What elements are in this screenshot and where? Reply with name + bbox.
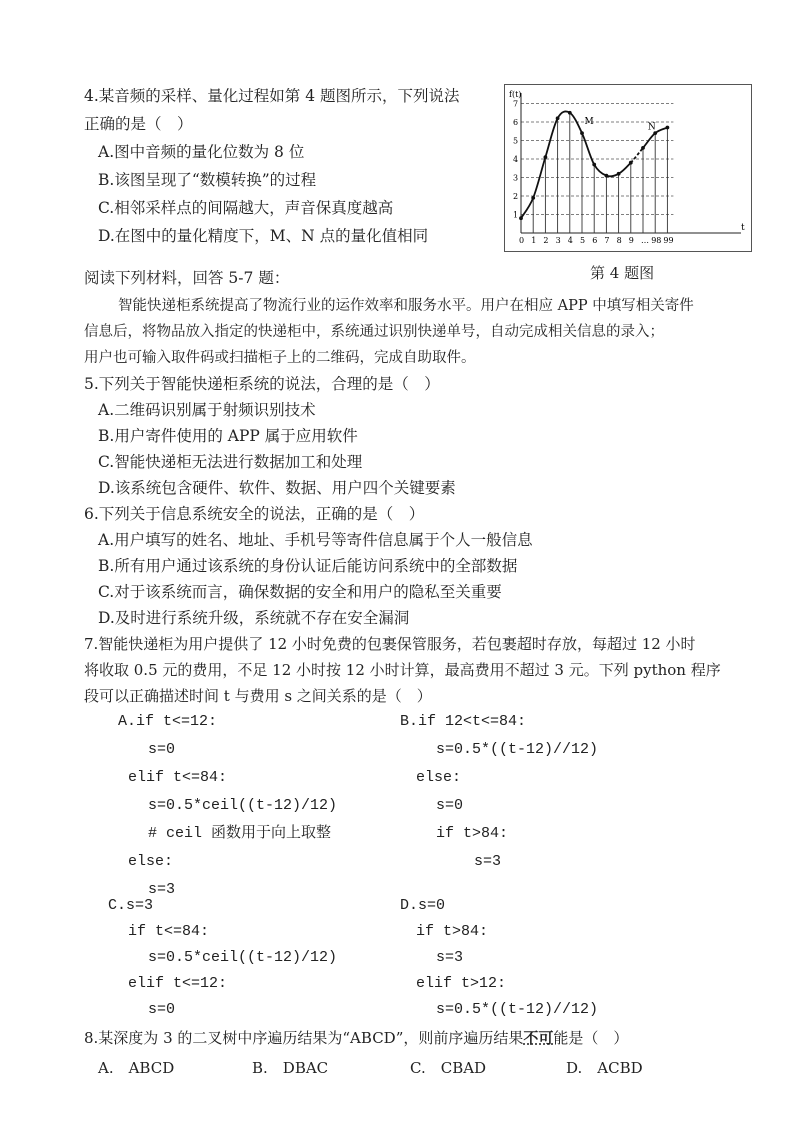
audio-sampling-chart xyxy=(505,85,751,251)
y-axis-label: f(t) xyxy=(509,90,522,99)
sample-point xyxy=(519,216,523,220)
q8-option-a: A. ABCD xyxy=(98,1059,175,1077)
x-tick-label: 8 xyxy=(616,236,622,245)
q8-option-b: B. DBAC xyxy=(252,1059,329,1077)
reading-para-line1: 智能快递柜系统提高了物流行业的运作效率和服务水平。用户在相应 APP 中填写相关寄件 xyxy=(118,298,694,314)
waveform-segment xyxy=(570,113,582,133)
q7-code-c-line4: elif t<=12: xyxy=(128,975,228,992)
waveform-segment xyxy=(521,198,533,218)
q4-option-a: A.图中音频的量化位数为 8 位 xyxy=(98,143,305,161)
q4-stem-line2: 正确的是（ ） xyxy=(84,115,193,133)
q7-code-d-line5: s=0.5*((t-12)//12) xyxy=(436,1001,599,1018)
q6-option-a: A.用户填写的姓名、地址、手机号等寄件信息属于个人一般信息 xyxy=(98,531,533,549)
y-tick-label: 3 xyxy=(513,173,519,183)
q5-option-c: C.智能快递柜无法进行数据加工和处理 xyxy=(98,453,363,471)
y-tick-label: 4 xyxy=(513,155,519,164)
x-tick-label: 99 xyxy=(663,236,674,245)
reading-intro: 阅读下列材料，回答 5-7 题： xyxy=(84,269,290,287)
waveform-segment xyxy=(582,133,594,164)
waveform-segment xyxy=(594,165,606,176)
q6-option-c: C.对于该系统而言，确保数据的安全和用户的隐私至关重要 xyxy=(98,583,502,601)
sample-point xyxy=(592,163,596,167)
q7-stem-line2: 将收取 0.5 元的费用，不足 12 小时按 12 小时计算，最高费用不超过 3 元。下列 python 程序 xyxy=(84,661,721,679)
q8-stem-suffix: 能是（ ） xyxy=(553,1029,629,1047)
q7-code-b-line2: s=0.5*((t-12)//12) xyxy=(436,741,599,758)
sample-point xyxy=(605,174,609,178)
q7-code-a-line7: s=3 xyxy=(148,881,176,898)
q5-stem: 5.下列关于智能快递柜系统的说法，合理的是（ ） xyxy=(84,375,440,393)
y-tick-label: 7 xyxy=(513,99,519,109)
x-tick-label: 3 xyxy=(555,236,561,245)
q6-option-b: B.所有用户通过该系统的身份认证后能访问系统中的全部数据 xyxy=(98,557,518,575)
y-tick-label: 6 xyxy=(513,118,519,127)
sample-point xyxy=(629,161,633,165)
q4-figure xyxy=(504,84,752,252)
q7-code-a-line3: elif t<=84: xyxy=(128,769,228,786)
q7-code-b-line1: B.if 12<t<=84: xyxy=(400,713,527,730)
x-tick-label: 7 xyxy=(604,236,610,245)
q4-stem-line1: 4.某音频的采样、量化过程如第 4 题图所示，下列说法 xyxy=(84,87,460,105)
q7-code-b-line3: else: xyxy=(416,769,462,786)
q8-option-c: C. CBAD xyxy=(410,1059,487,1077)
x-tick-label: 2 xyxy=(543,236,549,245)
x-axis-label: t xyxy=(741,223,745,233)
sample-point xyxy=(544,155,548,159)
reading-para-line3: 用户也可输入取件码或扫描柜子上的二维码，完成自助取件。 xyxy=(84,350,476,366)
x-tick-label: 4 xyxy=(567,236,573,245)
q8-stem-emphasis: 不可 xyxy=(523,1029,554,1047)
q7-stem-line1: 7.智能快递柜为用户提供了 12 小时免费的包裹保管服务，若包裹超时存放，每超过 12 小时 xyxy=(84,635,696,653)
x-tick-label: 5 xyxy=(580,236,586,245)
q7-code-d-line2: if t>84: xyxy=(416,923,489,940)
q4-figure-caption: 第 4 题图 xyxy=(590,264,655,282)
waveform-segment xyxy=(655,128,667,134)
reading-para-line2: 信息后，将物品放入指定的快递柜中，系统通过识别快递单号，自动完成相关信息的录入； xyxy=(84,324,664,340)
sample-point xyxy=(531,196,535,200)
q5-option-b: B.用户寄件使用的 APP 属于应用软件 xyxy=(98,427,358,445)
q8-option-d: D. ACBD xyxy=(566,1059,643,1077)
q7-code-a-line4: s=0.5*ceil((t-12)/12) xyxy=(148,797,338,814)
x-tick-label: 9 xyxy=(628,236,634,245)
q7-code-c-line1: C.s=3 xyxy=(108,897,154,914)
x-tick-label: 98 xyxy=(651,236,662,245)
waveform-segment xyxy=(619,163,631,174)
q4-option-b: B.该图呈现了“数模转换”的过程 xyxy=(98,171,317,189)
q8-stem xyxy=(84,1028,628,1048)
annotation-n: N xyxy=(647,122,656,133)
x-tick-label: … xyxy=(641,236,649,245)
q5-option-d: D.该系统包含硬件、软件、数据、用户四个关键要素 xyxy=(98,479,456,497)
q7-code-d-line4: elif t>12: xyxy=(416,975,507,992)
q5-option-a: A.二维码识别属于射频识别技术 xyxy=(98,401,316,419)
q8-stem-prefix: 8.某深度为 3 的二叉树中序遍历结果为“ABCD”，则前序遍历结果 xyxy=(84,1029,524,1047)
q4-option-c: C.相邻采样点的间隔越大，声音保真度越高 xyxy=(98,199,394,217)
y-tick-label: 1 xyxy=(513,210,519,220)
q4-option-d: D.在图中的量化精度下，M、N 点的量化值相同 xyxy=(98,227,429,245)
q7-code-a-line6: else: xyxy=(128,853,174,870)
sample-point xyxy=(568,111,572,115)
q7-code-b-line5: if t>84: xyxy=(436,825,509,842)
y-tick-label: 2 xyxy=(513,192,519,201)
q7-code-c-line2: if t<=84: xyxy=(128,923,210,940)
q7-code-a-line1: A.if t<=12: xyxy=(118,713,218,730)
q7-code-d-line1: D.s=0 xyxy=(400,897,446,914)
y-tick-label: 5 xyxy=(513,136,519,146)
waveform-segment xyxy=(545,118,557,157)
sample-point xyxy=(617,172,621,176)
q7-code-b-line4: s=0 xyxy=(436,797,464,814)
sample-point xyxy=(580,131,584,135)
x-tick-label: 0 xyxy=(519,236,525,245)
q7-stem-line3: 段可以正确描述时间 t 与费用 s 之间关系的是（ ） xyxy=(84,687,432,705)
sample-point xyxy=(641,146,645,150)
q7-code-b-line6: s=3 xyxy=(474,853,502,870)
waveform-segment xyxy=(631,148,643,163)
sample-point xyxy=(666,126,670,130)
sample-point xyxy=(556,116,560,120)
x-tick-label: 1 xyxy=(531,236,537,245)
q6-option-d: D.及时进行系统升级，系统就不存在安全漏洞 xyxy=(98,609,410,627)
q7-code-a-line2: s=0 xyxy=(148,741,176,758)
x-tick-label: 6 xyxy=(592,236,598,245)
q7-code-c-line3: s=0.5*ceil((t-12)/12) xyxy=(148,949,338,966)
q7-code-a-comment: # ceil 函数用于向上取整 xyxy=(148,825,332,842)
q6-stem: 6.下列关于信息系统安全的说法，正确的是（ ） xyxy=(84,505,425,523)
q7-code-d-line3: s=3 xyxy=(436,949,464,966)
q7-code-c-line5: s=0 xyxy=(148,1001,176,1018)
annotation-m: M xyxy=(584,116,594,127)
